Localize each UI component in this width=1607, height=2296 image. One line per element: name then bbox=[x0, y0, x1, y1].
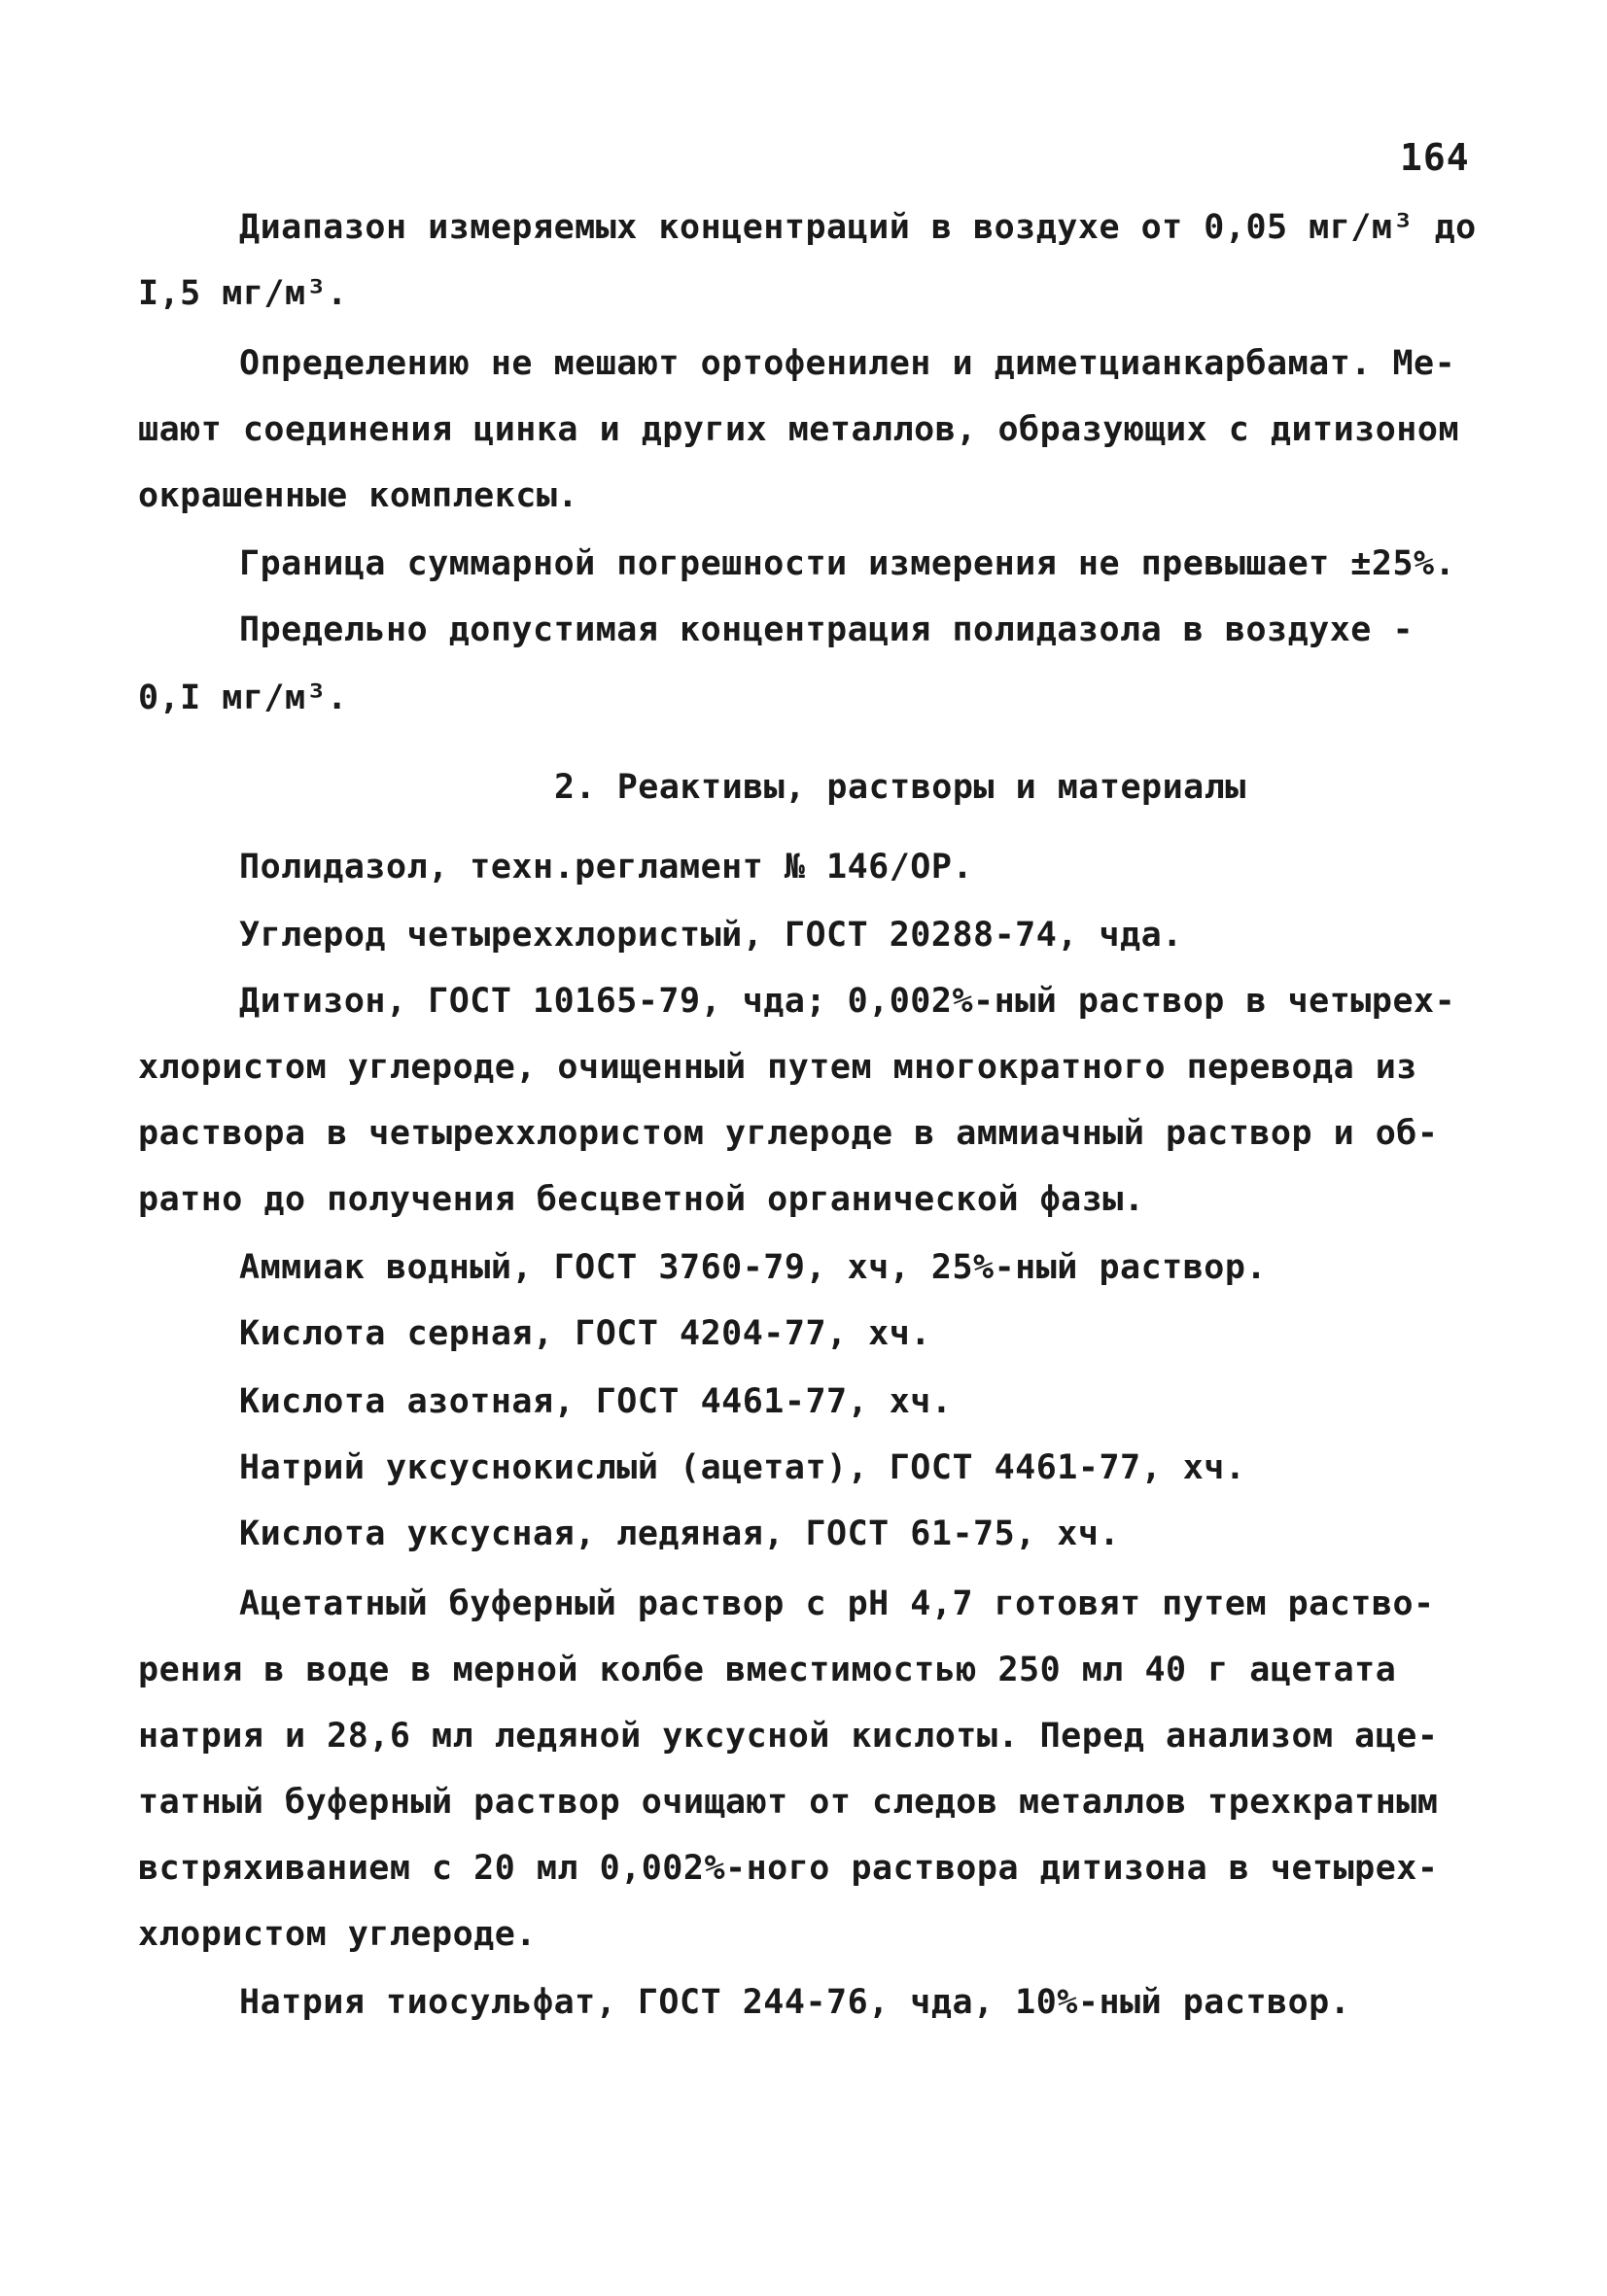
text-line: хлористом углероде, очищенный путем многократного перевода из bbox=[138, 1048, 1417, 1087]
text-line: Натрий уксуснокислый (ацетат), ГОСТ 4461-77, хч. bbox=[239, 1448, 1246, 1487]
section-heading: 2. Реактивы, растворы и материалы bbox=[554, 768, 1246, 807]
page-number: 164 bbox=[1400, 136, 1470, 179]
text-line: хлористом углероде. bbox=[138, 1915, 537, 1954]
text-line: Полидазол, техн.регламент № 146/ОР. bbox=[239, 848, 974, 887]
text-line: Ацетатный буферный раствор с pH 4,7 готовят путем раство- bbox=[239, 1584, 1435, 1623]
text-line: I,5 мг/м³. bbox=[138, 274, 348, 313]
text-line: Аммиак водный, ГОСТ 3760-79, хч, 25%-ный раствор. bbox=[239, 1248, 1268, 1287]
text-line: Диапазон измеряемых концентраций в воздухе от 0,05 мг/м³ до bbox=[239, 208, 1477, 247]
text-line: 0,I мг/м³. bbox=[138, 678, 348, 717]
text-line: Определению не мешают ортофенилен и диметцианкарбамат. Ме- bbox=[239, 344, 1456, 383]
text-line: Кислота азотная, ГОСТ 4461-77, хч. bbox=[239, 1382, 953, 1421]
text-line: окрашенные комплексы. bbox=[138, 476, 579, 515]
text-line: Дитизон, ГОСТ 10165-79, чда; 0,002%-ный раствор в четырех- bbox=[239, 982, 1456, 1021]
text-line: Кислота серная, ГОСТ 4204-77, хч. bbox=[239, 1314, 931, 1353]
text-line: шают соединения цинка и других металлов, образующих с дитизоном bbox=[138, 410, 1460, 449]
text-line: натрия и 28,6 мл ледяной уксусной кислоты. Перед анализом аце- bbox=[138, 1717, 1439, 1756]
text-line: Граница суммарной погрешности измерения не превышает ±25%. bbox=[239, 544, 1456, 583]
text-line: рения в воде в мерной колбе вместимостью 250 мл 40 г ацетата bbox=[138, 1651, 1397, 1689]
text-line: Углерод четыреххлористый, ГОСТ 20288-74, чда. bbox=[239, 916, 1183, 955]
text-line: ратно до получения бесцветной органической фазы. bbox=[138, 1180, 1145, 1219]
text-line: Предельно допустимая концентрация полидазола в воздухе - bbox=[239, 610, 1415, 649]
text-line: раствора в четыреххлористом углероде в аммиачный раствор и об- bbox=[138, 1114, 1439, 1153]
text-line: Кислота уксусная, ледяная, ГОСТ 61-75, хч. bbox=[239, 1514, 1121, 1553]
text-line: татный буферный раствор очищают от следов металлов трехкратным bbox=[138, 1783, 1439, 1822]
text-line: встряхиванием с 20 мл 0,002%-ного раствора дитизона в четырех- bbox=[138, 1849, 1439, 1888]
text-line: Натрия тиосульфат, ГОСТ 244-76, чда, 10%-ный раствор. bbox=[239, 1983, 1351, 2022]
